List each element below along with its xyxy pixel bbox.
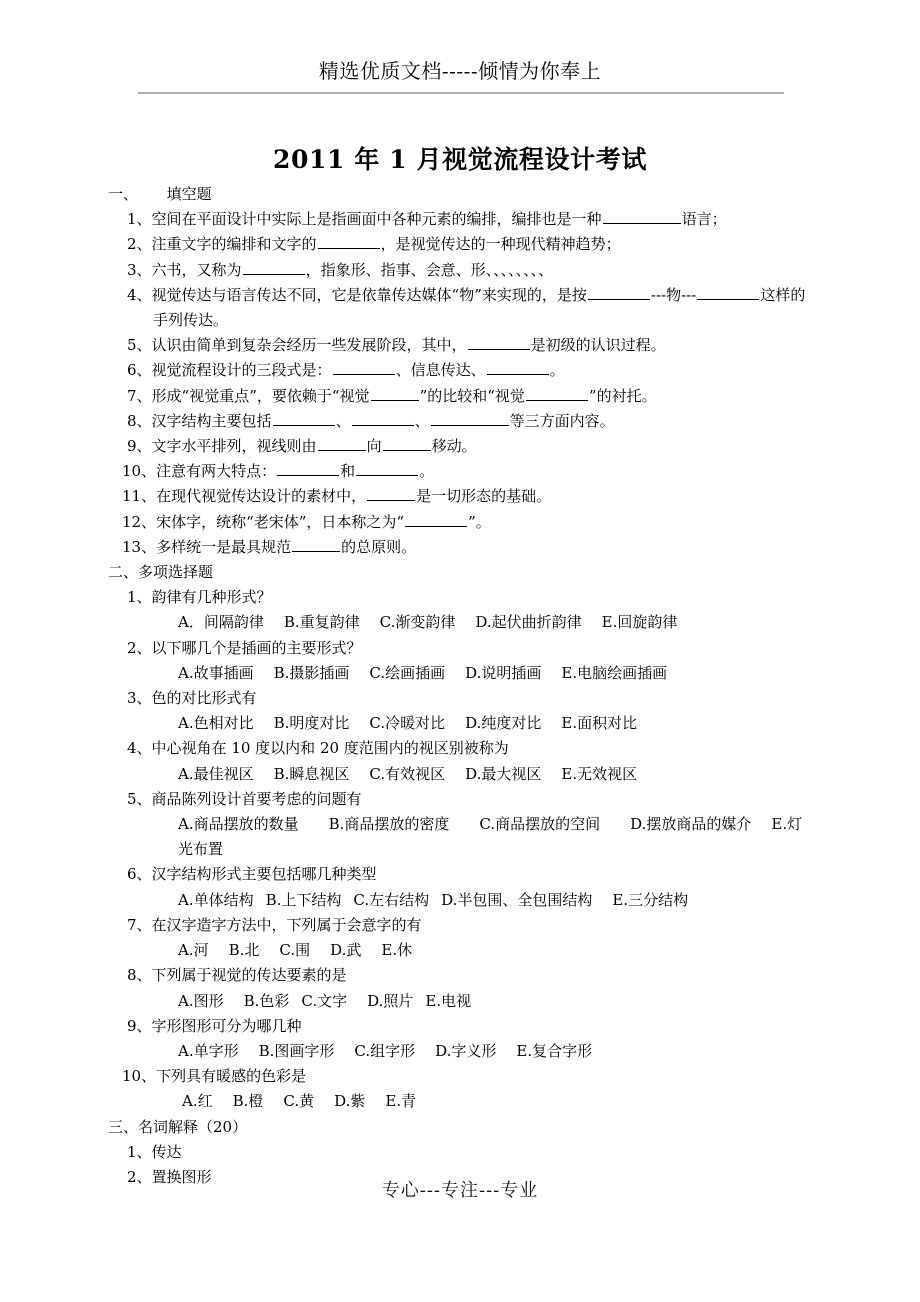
- fill-item-10-text-c: 。: [419, 462, 435, 481]
- mc-option-e[interactable]: E.无效视区: [561, 764, 638, 783]
- mc-question-1-number: 1、: [127, 588, 152, 607]
- fill-item-13-text-a: 多样统一是最具规范: [156, 537, 292, 556]
- mc-question-6-options: [108, 888, 812, 913]
- mc-option-b[interactable]: B.摄影插画: [273, 663, 350, 682]
- fill-item-1-text-b: 语言；: [681, 210, 727, 229]
- mc-option-c[interactable]: C.渐变韵律: [379, 613, 456, 632]
- mc-question-5-stem: 商品陈列设计首要考虑的问题有: [151, 789, 362, 808]
- mc-question-9-stem: 字形图形可分为哪几种: [151, 1016, 302, 1035]
- mc-question-2-stem: 以下哪几个是插画的主要形式？: [151, 638, 362, 657]
- fill-item-5-text-a: 认识由简单到复杂会经历一些发展阶段，其中，: [151, 336, 467, 355]
- mc-option-c[interactable]: C.围: [279, 941, 311, 960]
- fill-item-10-text-b: 和: [340, 462, 356, 481]
- fill-item-2-number: 2、: [127, 235, 152, 254]
- fill-item-12-text-a: 宋体字，统称“老宋体”，日本称之为“: [156, 512, 405, 531]
- fill-item-4-text-a: 视觉传达与语言传达不同，它是依靠传达媒体“物”来实现的，是按: [151, 285, 587, 304]
- mc-option-d[interactable]: D.最大视区: [465, 764, 542, 783]
- fill-item-11: [108, 484, 812, 509]
- fill-item-6-text-b: 、信息传达、: [395, 361, 486, 380]
- mc-option-e[interactable]: E.青: [385, 1092, 417, 1111]
- mc-question-9-options: [108, 1039, 812, 1064]
- mc-option-d[interactable]: D.纯度对比: [465, 714, 542, 733]
- fill-item-5-number: 5、: [127, 336, 152, 355]
- fill-item-8-text-d: 等三方面内容。: [509, 411, 615, 430]
- mc-question-4-number: 4、: [127, 739, 152, 758]
- mc-option-c[interactable]: C.有效视区: [369, 764, 446, 783]
- fill-item-11-text-a: 在现代视觉传达设计的素材中，: [156, 487, 367, 506]
- mc-question-5-number: 5、: [127, 789, 152, 808]
- mc-question-10-stem: 下列具有暖感的色彩是: [156, 1067, 307, 1086]
- mc-option-a[interactable]: A．间隔韵律: [178, 613, 264, 632]
- page-title: 2011 年 1 月视觉流程设计考试: [273, 144, 647, 174]
- fill-blank: [277, 461, 339, 476]
- mc-option-c[interactable]: C.组字形: [354, 1041, 416, 1060]
- mc-question-6-stem: 汉字结构形式主要包括哪几种类型: [151, 865, 377, 884]
- fill-item-4-number: 4、: [127, 285, 152, 304]
- fill-item-7-number: 7、: [127, 386, 152, 405]
- mc-question-1-stem: 韵律有几种形式？: [151, 588, 272, 607]
- fill-item-9-text-a: 文字水平排列，视线则由: [151, 437, 317, 456]
- mc-option-a[interactable]: A.故事插画: [178, 663, 254, 682]
- fill-item-3-number: 3、: [127, 260, 152, 279]
- mc-option-e[interactable]: E.休: [381, 941, 413, 960]
- section-heading-3: 三、名词解释（20）: [108, 1117, 248, 1136]
- fill-item-3: [108, 258, 812, 283]
- term-item-1-number: 1、: [127, 1142, 152, 1161]
- mc-option-d[interactable]: D.照片: [367, 991, 414, 1010]
- mc-question-4: [108, 736, 812, 761]
- fill-blank: [697, 285, 759, 300]
- fill-blank: [526, 386, 588, 401]
- mc-question-8-number: 8、: [127, 966, 152, 985]
- mc-question-6: [108, 862, 812, 887]
- term-item-2-number: 2、: [127, 1167, 152, 1186]
- mc-option-c[interactable]: C.绘画插画: [369, 663, 446, 682]
- fill-item-9-number: 9、: [127, 437, 152, 456]
- mc-option-d[interactable]: D.紫: [334, 1092, 366, 1111]
- fill-item-10-text-a: 注意有两大特点：: [156, 462, 277, 481]
- fill-item-12-number: 12、: [122, 512, 157, 531]
- mc-option-d[interactable]: D.起伏曲折韵律: [475, 613, 582, 632]
- section-heading-1: 一、 填空题: [108, 185, 212, 203]
- mc-option-a[interactable]: A.商品摆放的数量: [178, 815, 299, 834]
- mc-option-b[interactable]: B.瞬息视区: [273, 764, 350, 783]
- mc-option-d[interactable]: D.摆放商品的媒介: [630, 815, 752, 834]
- fill-item-10: [108, 459, 812, 484]
- mc-question-10-options: [108, 1089, 812, 1114]
- mc-question-7-number: 7、: [127, 915, 152, 934]
- mc-question-10-number: 10、: [122, 1067, 157, 1086]
- mc-question-6-number: 6、: [127, 865, 152, 884]
- mc-option-a[interactable]: A.河: [178, 941, 209, 960]
- mc-option-c[interactable]: C.文字: [301, 991, 348, 1010]
- mc-option-b[interactable]: B.上下结构: [265, 890, 342, 909]
- mc-question-2-options: [108, 661, 812, 686]
- mc-question-7-stem: 在汉字造字方法中，下列属于会意字的有: [151, 915, 422, 934]
- mc-question-1: [108, 585, 812, 610]
- fill-blank: [383, 436, 431, 451]
- fill-item-6-text-a: 视觉流程设计的三段式是：: [151, 361, 332, 380]
- fill-item-8-text-b: 、: [335, 411, 351, 430]
- fill-item-4-text-c: 这样的手列传达。: [153, 285, 806, 330]
- mc-question-5-options: [108, 812, 812, 862]
- mc-option-e[interactable]: E.灯光布置: [178, 815, 803, 859]
- fill-item-5: [108, 333, 812, 358]
- mc-question-10: [108, 1064, 812, 1089]
- mc-option-a[interactable]: A.单字形: [178, 1041, 239, 1060]
- mc-option-a[interactable]: A.单体结构: [178, 890, 254, 909]
- fill-item-13: [108, 535, 812, 560]
- mc-option-a[interactable]: A.色相对比: [178, 714, 254, 733]
- fill-item-7-text-a: 形成“视觉重点”，要依赖于“视觉: [151, 386, 370, 405]
- mc-question-8-stem: 下列属于视觉的传达要素的是: [151, 966, 347, 985]
- fill-item-13-text-b: 的总原则。: [341, 537, 417, 556]
- fill-item-9-text-b: 向: [366, 437, 382, 456]
- mc-question-9: [108, 1014, 812, 1039]
- mc-option-d[interactable]: D.半包围、全包围结构: [441, 890, 593, 909]
- fill-item-8-text-c: 、: [414, 411, 430, 430]
- fill-item-2: [108, 232, 812, 257]
- fill-item-8-number: 8、: [127, 411, 152, 430]
- fill-item-5-text-b: 是初级的认识过程。: [530, 336, 666, 355]
- mc-option-a[interactable]: A.图形: [178, 991, 224, 1010]
- fill-blank: [371, 386, 419, 401]
- fill-item-6: [108, 358, 812, 383]
- term-item-1-text: 传达: [151, 1142, 182, 1161]
- mc-option-e[interactable]: E.三分结构: [612, 890, 689, 909]
- mc-question-1-options: [108, 610, 812, 635]
- fill-blank: [431, 411, 509, 426]
- mc-option-c[interactable]: C.商品摆放的空间: [479, 815, 601, 834]
- fill-item-6-text-c: 。: [549, 361, 565, 380]
- fill-item-3-text-a: 六书，又称为: [151, 260, 242, 279]
- fill-item-9-text-c: 移动。: [431, 437, 477, 456]
- mc-option-d[interactable]: D.说明插画: [465, 663, 542, 682]
- mc-option-e[interactable]: E.回旋韵律: [601, 613, 678, 632]
- fill-blank: [356, 461, 418, 476]
- fill-item-12: [108, 510, 812, 535]
- fill-blank: [318, 234, 380, 249]
- fill-item-1: [108, 207, 812, 232]
- mc-question-2-number: 2、: [127, 638, 152, 657]
- fill-item-3-text-b: ，指象形、指事、会意、形、、、、、、、、: [305, 260, 554, 279]
- mc-option-a[interactable]: A.红: [182, 1092, 213, 1111]
- term-item-2-text: 置换图形: [151, 1167, 212, 1186]
- mc-option-b[interactable]: B.橙: [232, 1092, 264, 1111]
- fill-blank: [292, 537, 340, 552]
- mc-option-e[interactable]: E.复合字形: [516, 1041, 593, 1060]
- fill-item-8-text-a: 汉字结构主要包括: [151, 411, 272, 430]
- fill-item-6-number: 6、: [127, 361, 152, 380]
- mc-question-9-number: 9、: [127, 1016, 152, 1035]
- mc-option-b[interactable]: B.北: [228, 941, 260, 960]
- fill-blank: [243, 260, 305, 275]
- mc-question-7: [108, 913, 812, 938]
- mc-option-b[interactable]: B.图画字形: [258, 1041, 335, 1060]
- fill-item-1-number: 1、: [127, 210, 152, 229]
- fill-blank: [367, 486, 415, 501]
- mc-question-8-options: [108, 989, 812, 1014]
- page-header-watermark: 精选优质文档-----倾情为你奉上: [318, 59, 602, 83]
- mc-option-c[interactable]: C.黄: [283, 1092, 315, 1111]
- fill-blank: [468, 335, 530, 350]
- fill-item-13-number: 13、: [122, 537, 157, 556]
- fill-blank: [405, 512, 467, 527]
- fill-item-7-text-b: ”的比较和“视觉: [419, 386, 525, 405]
- document-body: [108, 182, 812, 1190]
- fill-blank: [588, 285, 650, 300]
- fill-blank: [603, 209, 681, 224]
- fill-item-9: [108, 434, 812, 459]
- fill-item-2-text-a: 注重文字的编排和文字的: [151, 235, 317, 254]
- fill-blank: [318, 436, 366, 451]
- mc-question-4-stem: 中心视角在 10 度以内和 20 度范围内的视区别被称为: [151, 739, 509, 758]
- fill-item-12-text-b: ”。: [468, 512, 491, 531]
- mc-question-3-number: 3、: [127, 689, 152, 708]
- mc-option-b[interactable]: B.色彩: [243, 991, 290, 1010]
- mc-question-4-options: [108, 762, 812, 787]
- mc-option-e[interactable]: E.电视: [425, 991, 472, 1010]
- fill-item-2-text-b: ，是视觉传达的一种现代精神趋势；: [380, 235, 621, 254]
- fill-item-4: [108, 283, 812, 333]
- mc-option-d[interactable]: D.武: [330, 941, 362, 960]
- fill-item-8: [108, 409, 812, 434]
- mc-question-5: [108, 787, 812, 812]
- mc-question-7-options: [108, 938, 812, 963]
- page-footer-watermark: 专心---专注---专业: [381, 1180, 539, 1201]
- mc-option-c[interactable]: C.左右结构: [353, 890, 430, 909]
- mc-option-b[interactable]: B.重复韵律: [283, 613, 360, 632]
- section-heading-2: 二、多项选择题: [108, 563, 214, 582]
- mc-option-e[interactable]: E.面积对比: [561, 714, 638, 733]
- fill-item-11-number: 11、: [122, 487, 157, 506]
- fill-item-7: [108, 384, 812, 409]
- mc-question-3-stem: 色的对比形式有: [151, 689, 257, 708]
- fill-item-4-text-b: ---物---: [650, 285, 697, 304]
- mc-option-d[interactable]: D.字义形: [435, 1041, 497, 1060]
- mc-question-2: [108, 636, 812, 661]
- mc-option-e[interactable]: E.电脑绘画插画: [561, 663, 668, 682]
- mc-option-b[interactable]: B.商品摆放的密度: [328, 815, 450, 834]
- mc-question-3-options: [108, 711, 812, 736]
- mc-option-a[interactable]: A.最佳视区: [178, 764, 254, 783]
- header-divider-rule: [138, 92, 784, 94]
- fill-blank: [352, 411, 414, 426]
- fill-blank: [487, 360, 549, 375]
- fill-blank: [333, 360, 395, 375]
- fill-item-1-text-a: 空间在平面设计中实际上是指画面中各种元素的编排，编排也是一种: [151, 210, 602, 229]
- fill-item-10-number: 10、: [122, 462, 157, 481]
- mc-question-3: [108, 686, 812, 711]
- mc-option-b[interactable]: B.明度对比: [273, 714, 350, 733]
- fill-blank: [273, 411, 335, 426]
- mc-question-8: [108, 963, 812, 988]
- term-item-1: [108, 1140, 812, 1165]
- fill-item-11-text-b: 是一切形态的基础。: [416, 487, 552, 506]
- mc-option-c[interactable]: C.冷暖对比: [369, 714, 446, 733]
- fill-item-7-text-c: ”的衬托。: [588, 386, 657, 405]
